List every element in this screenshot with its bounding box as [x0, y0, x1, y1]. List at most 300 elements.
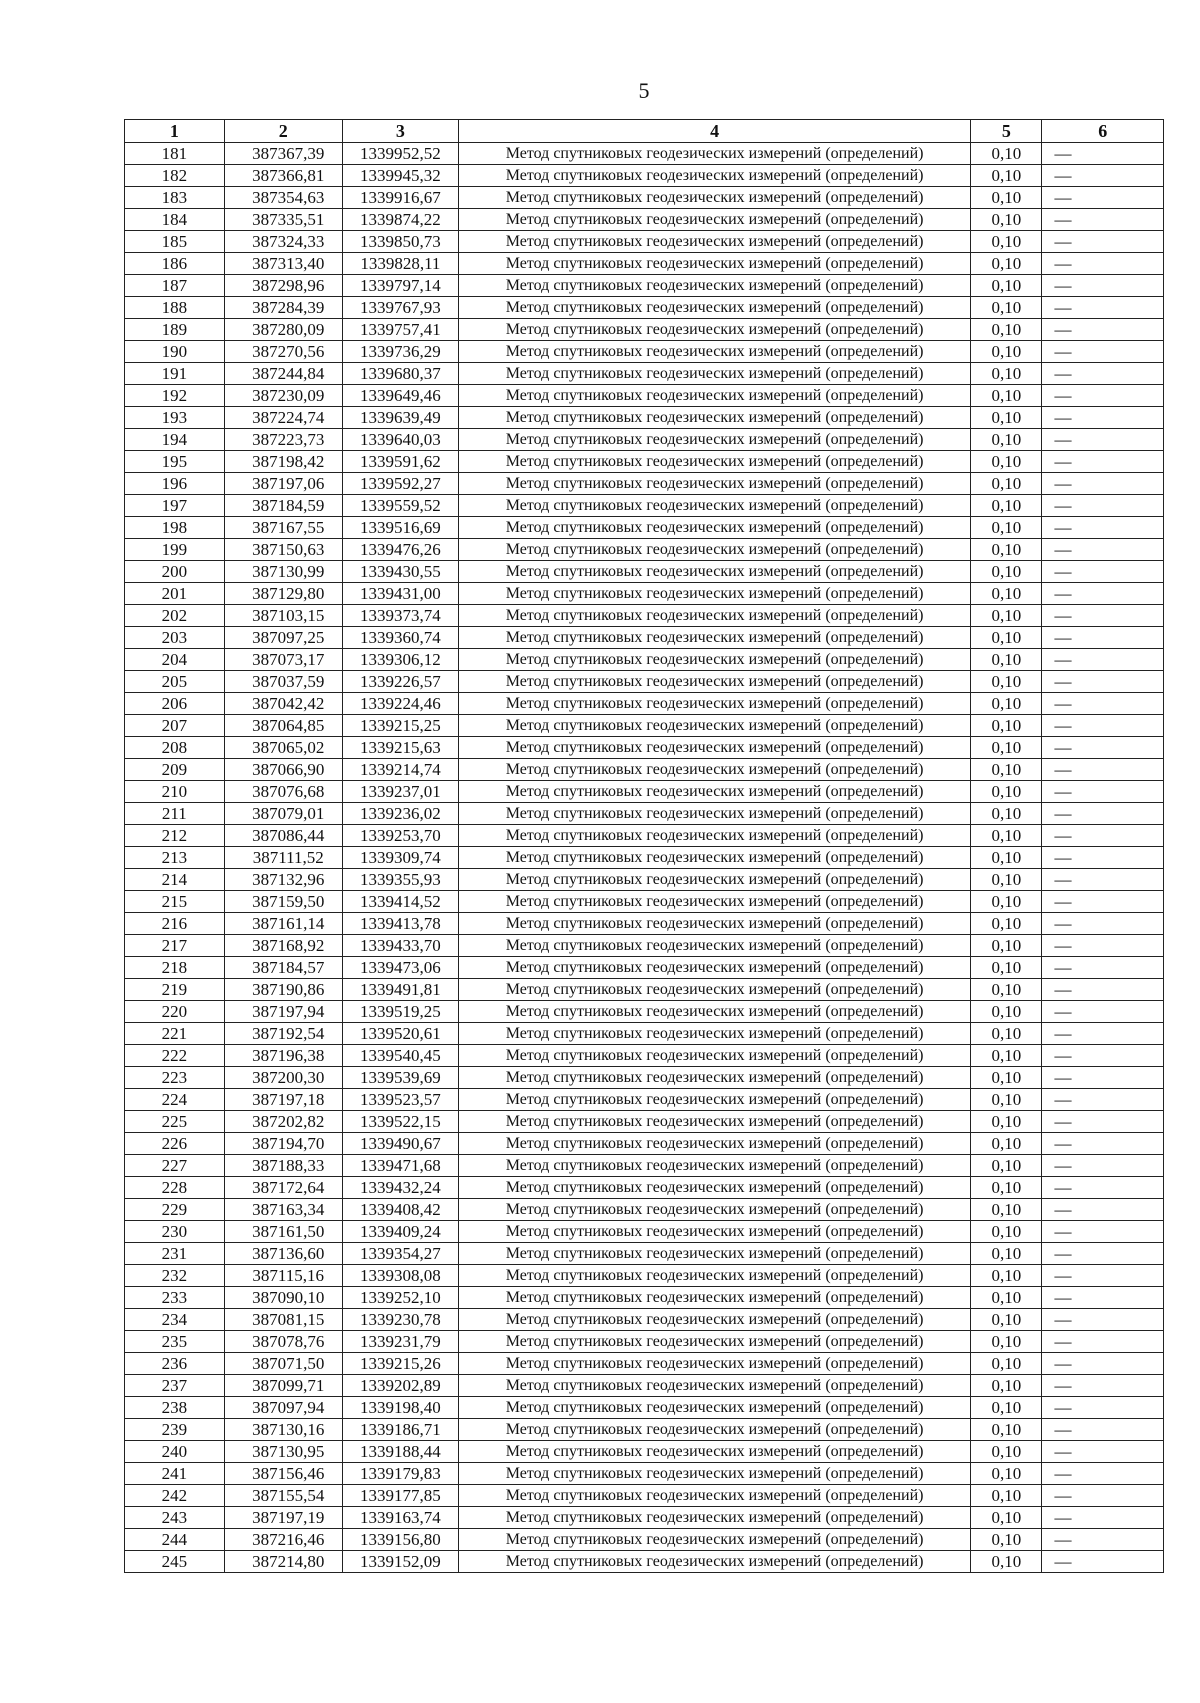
point-number-cell: 238: [125, 1397, 225, 1419]
method-cell: Метод спутниковых геодезических измерений (определений): [458, 935, 970, 957]
header-cell: 6: [1042, 120, 1164, 143]
note-cell: —: [1042, 385, 1164, 407]
x-coordinate-cell: 387066,90: [224, 759, 342, 781]
accuracy-cell: 0,10: [971, 957, 1042, 979]
y-coordinate-cell: 1339179,83: [342, 1463, 458, 1485]
method-cell: Метод спутниковых геодезических измерений (определений): [458, 429, 970, 451]
method-cell: Метод спутниковых геодезических измерений (определений): [458, 539, 970, 561]
table-row: [125, 627, 1164, 649]
note-cell: —: [1042, 1067, 1164, 1089]
x-coordinate-cell: 387367,39: [224, 143, 342, 165]
point-number-cell: 205: [125, 671, 225, 693]
point-number-cell: 207: [125, 715, 225, 737]
y-coordinate-cell: 1339433,70: [342, 935, 458, 957]
y-coordinate-cell: 1339360,74: [342, 627, 458, 649]
point-number-cell: 221: [125, 1023, 225, 1045]
point-number-cell: 185: [125, 231, 225, 253]
method-cell: Метод спутниковых геодезических измерений (определений): [458, 231, 970, 253]
accuracy-cell: 0,10: [971, 561, 1042, 583]
y-coordinate-cell: 1339519,25: [342, 1001, 458, 1023]
accuracy-cell: 0,10: [971, 495, 1042, 517]
table-row: [125, 979, 1164, 1001]
x-coordinate-cell: 387167,55: [224, 517, 342, 539]
accuracy-cell: 0,10: [971, 275, 1042, 297]
y-coordinate-cell: 1339471,68: [342, 1155, 458, 1177]
accuracy-cell: 0,10: [971, 539, 1042, 561]
table-row: [125, 1243, 1164, 1265]
accuracy-cell: 0,10: [971, 297, 1042, 319]
table-row: [125, 407, 1164, 429]
y-coordinate-cell: 1339226,57: [342, 671, 458, 693]
y-coordinate-cell: 1339231,79: [342, 1331, 458, 1353]
x-coordinate-cell: 387037,59: [224, 671, 342, 693]
method-cell: Метод спутниковых геодезических измерений (определений): [458, 143, 970, 165]
table-row: [125, 1133, 1164, 1155]
table-header-row: [125, 120, 1164, 143]
note-cell: —: [1042, 627, 1164, 649]
point-number-cell: 213: [125, 847, 225, 869]
note-cell: —: [1042, 1287, 1164, 1309]
x-coordinate-cell: 387298,96: [224, 275, 342, 297]
x-coordinate-cell: 387280,09: [224, 319, 342, 341]
point-number-cell: 192: [125, 385, 225, 407]
x-coordinate-cell: 387270,56: [224, 341, 342, 363]
accuracy-cell: 0,10: [971, 825, 1042, 847]
accuracy-cell: 0,10: [971, 1177, 1042, 1199]
x-coordinate-cell: 387168,92: [224, 935, 342, 957]
point-number-cell: 211: [125, 803, 225, 825]
method-cell: Метод спутниковых геодезических измерений (определений): [458, 737, 970, 759]
table-row: [125, 1375, 1164, 1397]
point-number-cell: 232: [125, 1265, 225, 1287]
accuracy-cell: 0,10: [971, 1441, 1042, 1463]
y-coordinate-cell: 1339476,26: [342, 539, 458, 561]
point-number-cell: 214: [125, 869, 225, 891]
x-coordinate-cell: 387194,70: [224, 1133, 342, 1155]
method-cell: Метод спутниковых геодезических измерений (определений): [458, 1309, 970, 1331]
table-row: [125, 1111, 1164, 1133]
x-coordinate-cell: 387130,99: [224, 561, 342, 583]
method-cell: Метод спутниковых геодезических измерений (определений): [458, 451, 970, 473]
y-coordinate-cell: 1339215,25: [342, 715, 458, 737]
note-cell: —: [1042, 649, 1164, 671]
note-cell: —: [1042, 165, 1164, 187]
accuracy-cell: 0,10: [971, 1221, 1042, 1243]
accuracy-cell: 0,10: [971, 363, 1042, 385]
accuracy-cell: 0,10: [971, 319, 1042, 341]
table-row: [125, 451, 1164, 473]
method-cell: Метод спутниковых геодезических измерений (определений): [458, 275, 970, 297]
x-coordinate-cell: 387197,18: [224, 1089, 342, 1111]
header-cell: 1: [125, 120, 225, 143]
table-row: [125, 1023, 1164, 1045]
accuracy-cell: 0,10: [971, 715, 1042, 737]
method-cell: Метод спутниковых геодезических измерений (определений): [458, 1265, 970, 1287]
method-cell: Метод спутниковых геодезических измерений (определений): [458, 759, 970, 781]
y-coordinate-cell: 1339355,93: [342, 869, 458, 891]
note-cell: —: [1042, 1463, 1164, 1485]
y-coordinate-cell: 1339432,24: [342, 1177, 458, 1199]
method-cell: Метод спутниковых геодезических измерений (определений): [458, 517, 970, 539]
table-row: [125, 1155, 1164, 1177]
y-coordinate-cell: 1339215,26: [342, 1353, 458, 1375]
note-cell: —: [1042, 1089, 1164, 1111]
point-number-cell: 212: [125, 825, 225, 847]
note-cell: —: [1042, 1177, 1164, 1199]
header-cell: 5: [971, 120, 1042, 143]
method-cell: Метод спутниковых геодезических измерений (определений): [458, 1001, 970, 1023]
table-row: [125, 429, 1164, 451]
accuracy-cell: 0,10: [971, 737, 1042, 759]
y-coordinate-cell: 1339520,61: [342, 1023, 458, 1045]
table-row: [125, 935, 1164, 957]
x-coordinate-cell: 387354,63: [224, 187, 342, 209]
note-cell: —: [1042, 957, 1164, 979]
point-number-cell: 187: [125, 275, 225, 297]
table-row: [125, 1309, 1164, 1331]
x-coordinate-cell: 387202,82: [224, 1111, 342, 1133]
table-row: [125, 1265, 1164, 1287]
accuracy-cell: 0,10: [971, 1529, 1042, 1551]
table-row: [125, 1045, 1164, 1067]
accuracy-cell: 0,10: [971, 649, 1042, 671]
table-body: [125, 143, 1164, 1573]
x-coordinate-cell: 387335,51: [224, 209, 342, 231]
accuracy-cell: 0,10: [971, 693, 1042, 715]
note-cell: —: [1042, 605, 1164, 627]
note-cell: —: [1042, 1155, 1164, 1177]
point-number-cell: 219: [125, 979, 225, 1001]
accuracy-cell: 0,10: [971, 671, 1042, 693]
point-number-cell: 200: [125, 561, 225, 583]
table-row: [125, 759, 1164, 781]
x-coordinate-cell: 387184,57: [224, 957, 342, 979]
accuracy-cell: 0,10: [971, 1023, 1042, 1045]
x-coordinate-cell: 387230,09: [224, 385, 342, 407]
method-cell: Метод спутниковых геодезических измерений (определений): [458, 1089, 970, 1111]
y-coordinate-cell: 1339430,55: [342, 561, 458, 583]
y-coordinate-cell: 1339736,29: [342, 341, 458, 363]
point-number-cell: 228: [125, 1177, 225, 1199]
table-row: [125, 1551, 1164, 1573]
y-coordinate-cell: 1339490,67: [342, 1133, 458, 1155]
table-row: [125, 165, 1164, 187]
accuracy-cell: 0,10: [971, 1485, 1042, 1507]
point-number-cell: 194: [125, 429, 225, 451]
note-cell: —: [1042, 341, 1164, 363]
method-cell: Метод спутниковых геодезических измерений (определений): [458, 1353, 970, 1375]
x-coordinate-cell: 387192,54: [224, 1023, 342, 1045]
x-coordinate-cell: 387111,52: [224, 847, 342, 869]
method-cell: Метод спутниковых геодезических измерений (определений): [458, 1551, 970, 1573]
x-coordinate-cell: 387130,16: [224, 1419, 342, 1441]
note-cell: —: [1042, 407, 1164, 429]
x-coordinate-cell: 387150,63: [224, 539, 342, 561]
note-cell: —: [1042, 1243, 1164, 1265]
point-number-cell: 234: [125, 1309, 225, 1331]
table-row: [125, 539, 1164, 561]
note-cell: —: [1042, 231, 1164, 253]
x-coordinate-cell: 387366,81: [224, 165, 342, 187]
x-coordinate-cell: 387198,42: [224, 451, 342, 473]
x-coordinate-cell: 387099,71: [224, 1375, 342, 1397]
point-number-cell: 224: [125, 1089, 225, 1111]
coordinates-table: [124, 119, 1164, 1573]
table-row: [125, 1177, 1164, 1199]
x-coordinate-cell: 387223,73: [224, 429, 342, 451]
method-cell: Метод спутниковых геодезических измерений (определений): [458, 957, 970, 979]
note-cell: —: [1042, 869, 1164, 891]
note-cell: —: [1042, 847, 1164, 869]
x-coordinate-cell: 387324,33: [224, 231, 342, 253]
note-cell: —: [1042, 759, 1164, 781]
y-coordinate-cell: 1339916,67: [342, 187, 458, 209]
note-cell: —: [1042, 429, 1164, 451]
accuracy-cell: 0,10: [971, 1375, 1042, 1397]
note-cell: —: [1042, 693, 1164, 715]
point-number-cell: 217: [125, 935, 225, 957]
point-number-cell: 201: [125, 583, 225, 605]
note-cell: —: [1042, 979, 1164, 1001]
accuracy-cell: 0,10: [971, 209, 1042, 231]
accuracy-cell: 0,10: [971, 627, 1042, 649]
table-row: [125, 715, 1164, 737]
note-cell: —: [1042, 319, 1164, 341]
y-coordinate-cell: 1339414,52: [342, 891, 458, 913]
table-row: [125, 209, 1164, 231]
note-cell: —: [1042, 1419, 1164, 1441]
note-cell: —: [1042, 1265, 1164, 1287]
accuracy-cell: 0,10: [971, 165, 1042, 187]
y-coordinate-cell: 1339230,78: [342, 1309, 458, 1331]
header-cell: 3: [342, 120, 458, 143]
point-number-cell: 229: [125, 1199, 225, 1221]
method-cell: Метод спутниковых геодезических измерений (определений): [458, 847, 970, 869]
accuracy-cell: 0,10: [971, 451, 1042, 473]
y-coordinate-cell: 1339215,63: [342, 737, 458, 759]
note-cell: —: [1042, 1529, 1164, 1551]
table-row: [125, 957, 1164, 979]
y-coordinate-cell: 1339540,45: [342, 1045, 458, 1067]
y-coordinate-cell: 1339354,27: [342, 1243, 458, 1265]
table-row: [125, 847, 1164, 869]
x-coordinate-cell: 387159,50: [224, 891, 342, 913]
point-number-cell: 231: [125, 1243, 225, 1265]
accuracy-cell: 0,10: [971, 1463, 1042, 1485]
y-coordinate-cell: 1339952,52: [342, 143, 458, 165]
x-coordinate-cell: 387090,10: [224, 1287, 342, 1309]
x-coordinate-cell: 387188,33: [224, 1155, 342, 1177]
note-cell: —: [1042, 825, 1164, 847]
table-row: [125, 1353, 1164, 1375]
accuracy-cell: 0,10: [971, 583, 1042, 605]
table-row: [125, 253, 1164, 275]
method-cell: Метод спутниковых геодезических измерений (определений): [458, 297, 970, 319]
accuracy-cell: 0,10: [971, 1551, 1042, 1573]
accuracy-cell: 0,10: [971, 429, 1042, 451]
method-cell: Метод спутниковых геодезических измерений (определений): [458, 715, 970, 737]
point-number-cell: 196: [125, 473, 225, 495]
note-cell: —: [1042, 715, 1164, 737]
y-coordinate-cell: 1339409,24: [342, 1221, 458, 1243]
note-cell: —: [1042, 209, 1164, 231]
accuracy-cell: 0,10: [971, 1309, 1042, 1331]
note-cell: —: [1042, 913, 1164, 935]
accuracy-cell: 0,10: [971, 1001, 1042, 1023]
accuracy-cell: 0,10: [971, 1133, 1042, 1155]
method-cell: Метод спутниковых геодезических измерений (определений): [458, 605, 970, 627]
note-cell: —: [1042, 495, 1164, 517]
x-coordinate-cell: 387161,50: [224, 1221, 342, 1243]
point-number-cell: 197: [125, 495, 225, 517]
x-coordinate-cell: 387313,40: [224, 253, 342, 275]
y-coordinate-cell: 1339874,22: [342, 209, 458, 231]
note-cell: —: [1042, 1551, 1164, 1573]
y-coordinate-cell: 1339308,08: [342, 1265, 458, 1287]
method-cell: Метод спутниковых геодезических измерений (определений): [458, 319, 970, 341]
point-number-cell: 188: [125, 297, 225, 319]
accuracy-cell: 0,10: [971, 1419, 1042, 1441]
table-row: [125, 385, 1164, 407]
y-coordinate-cell: 1339309,74: [342, 847, 458, 869]
accuracy-cell: 0,10: [971, 847, 1042, 869]
point-number-cell: 230: [125, 1221, 225, 1243]
accuracy-cell: 0,10: [971, 187, 1042, 209]
table-row: [125, 737, 1164, 759]
method-cell: Метод спутниковых геодезических измерений (определений): [458, 1199, 970, 1221]
accuracy-cell: 0,10: [971, 869, 1042, 891]
method-cell: Метод спутниковых геодезических измерений (определений): [458, 495, 970, 517]
method-cell: Метод спутниковых геодезических измерений (определений): [458, 253, 970, 275]
y-coordinate-cell: 1339559,52: [342, 495, 458, 517]
method-cell: Метод спутниковых геодезических измерений (определений): [458, 1463, 970, 1485]
method-cell: Метод спутниковых геодезических измерений (определений): [458, 341, 970, 363]
note-cell: —: [1042, 1441, 1164, 1463]
x-coordinate-cell: 387163,34: [224, 1199, 342, 1221]
table-row: [125, 473, 1164, 495]
point-number-cell: 203: [125, 627, 225, 649]
method-cell: Метод спутниковых геодезических измерений (определений): [458, 583, 970, 605]
point-number-cell: 223: [125, 1067, 225, 1089]
accuracy-cell: 0,10: [971, 605, 1042, 627]
table-row: [125, 1397, 1164, 1419]
note-cell: —: [1042, 1111, 1164, 1133]
point-number-cell: 227: [125, 1155, 225, 1177]
point-number-cell: 210: [125, 781, 225, 803]
point-number-cell: 182: [125, 165, 225, 187]
x-coordinate-cell: 387161,14: [224, 913, 342, 935]
point-number-cell: 186: [125, 253, 225, 275]
y-coordinate-cell: 1339408,42: [342, 1199, 458, 1221]
method-cell: Метод спутниковых геодезических измерений (определений): [458, 1507, 970, 1529]
method-cell: Метод спутниковых геодезических измерений (определений): [458, 407, 970, 429]
x-coordinate-cell: 387136,60: [224, 1243, 342, 1265]
x-coordinate-cell: 387103,15: [224, 605, 342, 627]
table-row: [125, 143, 1164, 165]
x-coordinate-cell: 387129,80: [224, 583, 342, 605]
accuracy-cell: 0,10: [971, 1067, 1042, 1089]
method-cell: Метод спутниковых геодезических измерений (определений): [458, 1111, 970, 1133]
x-coordinate-cell: 387197,94: [224, 1001, 342, 1023]
x-coordinate-cell: 387130,95: [224, 1441, 342, 1463]
y-coordinate-cell: 1339224,46: [342, 693, 458, 715]
accuracy-cell: 0,10: [971, 891, 1042, 913]
point-number-cell: 236: [125, 1353, 225, 1375]
table-row: [125, 319, 1164, 341]
method-cell: Метод спутниковых геодезических измерений (определений): [458, 1375, 970, 1397]
x-coordinate-cell: 387284,39: [224, 297, 342, 319]
y-coordinate-cell: 1339236,02: [342, 803, 458, 825]
x-coordinate-cell: 387064,85: [224, 715, 342, 737]
table-row: [125, 693, 1164, 715]
page-number: 5: [638, 78, 650, 103]
point-number-cell: 235: [125, 1331, 225, 1353]
point-number-cell: 199: [125, 539, 225, 561]
method-cell: Метод спутниковых геодезических измерений (определений): [458, 1331, 970, 1353]
point-number-cell: 204: [125, 649, 225, 671]
note-cell: —: [1042, 1001, 1164, 1023]
method-cell: Метод спутниковых геодезических измерений (определений): [458, 913, 970, 935]
note-cell: —: [1042, 517, 1164, 539]
x-coordinate-cell: 387081,15: [224, 1309, 342, 1331]
point-number-cell: 190: [125, 341, 225, 363]
x-coordinate-cell: 387071,50: [224, 1353, 342, 1375]
x-coordinate-cell: 387200,30: [224, 1067, 342, 1089]
header-cell: 2: [224, 120, 342, 143]
x-coordinate-cell: 387042,42: [224, 693, 342, 715]
note-cell: —: [1042, 363, 1164, 385]
y-coordinate-cell: 1339214,74: [342, 759, 458, 781]
method-cell: Метод спутниковых геодезических измерений (определений): [458, 781, 970, 803]
method-cell: Метод спутниковых геодезических измерений (определений): [458, 1067, 970, 1089]
y-coordinate-cell: 1339828,11: [342, 253, 458, 275]
point-number-cell: 240: [125, 1441, 225, 1463]
table-row: [125, 187, 1164, 209]
x-coordinate-cell: 387224,74: [224, 407, 342, 429]
point-number-cell: 242: [125, 1485, 225, 1507]
note-cell: —: [1042, 1045, 1164, 1067]
table-row: [125, 583, 1164, 605]
y-coordinate-cell: 1339757,41: [342, 319, 458, 341]
y-coordinate-cell: 1339252,10: [342, 1287, 458, 1309]
point-number-cell: 202: [125, 605, 225, 627]
accuracy-cell: 0,10: [971, 913, 1042, 935]
x-coordinate-cell: 387065,02: [224, 737, 342, 759]
table-row: [125, 1419, 1164, 1441]
accuracy-cell: 0,10: [971, 1111, 1042, 1133]
table-row: [125, 1287, 1164, 1309]
y-coordinate-cell: 1339850,73: [342, 231, 458, 253]
method-cell: Метод спутниковых геодезических измерений (определений): [458, 979, 970, 1001]
point-number-cell: 209: [125, 759, 225, 781]
method-cell: Метод спутниковых геодезических измерений (определений): [458, 1177, 970, 1199]
accuracy-cell: 0,10: [971, 1287, 1042, 1309]
y-coordinate-cell: 1339473,06: [342, 957, 458, 979]
accuracy-cell: 0,10: [971, 231, 1042, 253]
note-cell: —: [1042, 539, 1164, 561]
note-cell: —: [1042, 1353, 1164, 1375]
method-cell: Метод спутниковых геодезических измерений (определений): [458, 627, 970, 649]
y-coordinate-cell: 1339163,74: [342, 1507, 458, 1529]
table-row: [125, 363, 1164, 385]
x-coordinate-cell: 387156,46: [224, 1463, 342, 1485]
accuracy-cell: 0,10: [971, 517, 1042, 539]
y-coordinate-cell: 1339188,44: [342, 1441, 458, 1463]
y-coordinate-cell: 1339202,89: [342, 1375, 458, 1397]
accuracy-cell: 0,10: [971, 1265, 1042, 1287]
table-row: [125, 671, 1164, 693]
y-coordinate-cell: 1339539,69: [342, 1067, 458, 1089]
